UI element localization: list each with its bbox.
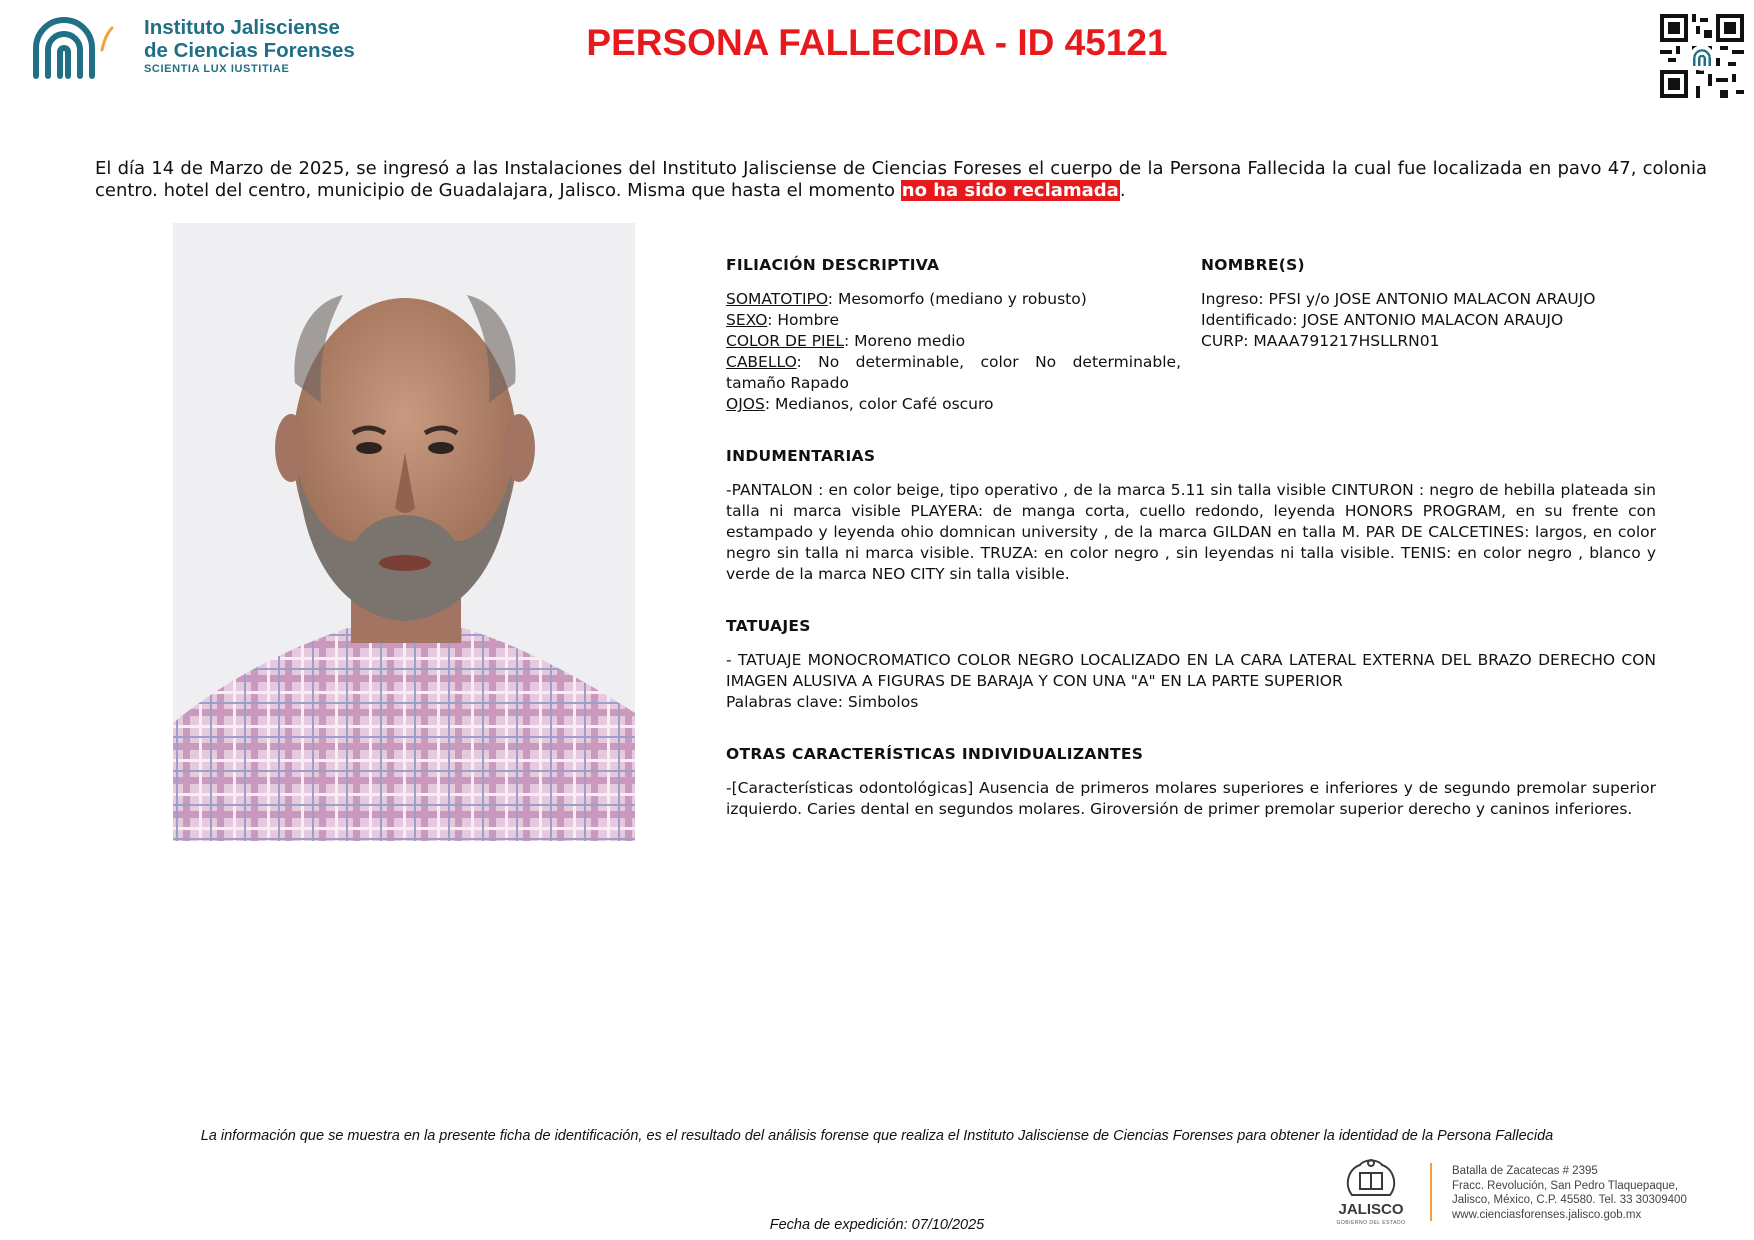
otras-section	[726, 744, 1656, 820]
address-line-3: Jalisco, México, C.P. 45580. Tel. 33 30309400	[1452, 1194, 1687, 1206]
address-line-2: Fracc. Revolución, San Pedro Tlaquepaque,	[1452, 1179, 1679, 1192]
indumentarias-section	[726, 446, 1656, 585]
jalisco-wordmark: JALISCO	[1338, 1201, 1404, 1218]
cabello-field	[726, 352, 1181, 394]
page-title: PERSONA FALLECIDA - ID 45121	[586, 22, 1168, 63]
tatuajes-text: - TATUAJE MONOCROMATICO COLOR NEGRO LOCALIZADO EN LA CARA LATERAL EXTERNA DEL BRAZO DERECHO CON IMAGEN ALUSIVA A FIGURAS DE BARAJA Y CON UNA "A" EN LA PARTE SUPERIOR	[726, 651, 1656, 690]
indumentarias-text: -PANTALON : en color beige, tipo operativo , de la marca 5.11 sin talla visible CINTURON : negro de hebilla plateada sin talla ni marca visible PLAYERA: de manga corta, cuello redondo, leyenda HONORS PROGRAM, en su frente con estampado y leyenda ohio domnican university , de la marca GILDAN en talla M. PAR DE CALCETINES: largos, en color negro sin talla ni marca visible. TRUZA: en color negro , sin leyendas ni talla visible. TENIS: en color negro , blanco y verde de la marca NEO CITY sin talla visible.	[726, 481, 1656, 583]
somatotipo-value: : Mesomorfo (mediano y robusto)	[827, 290, 1087, 308]
deceased-portrait-photo	[173, 223, 635, 841]
curp-value: CURP: MAAA791217HSLLRN01	[1201, 332, 1440, 350]
piel-label: COLOR DE PIEL	[726, 332, 845, 350]
somatotipo-label: SOMATOTIPO	[726, 290, 828, 308]
ojos-field	[726, 394, 1181, 415]
details-panel	[726, 255, 1656, 820]
address-line-1: Batalla de Zacatecas # 2395	[1452, 1165, 1598, 1177]
tatuajes-section	[726, 616, 1656, 713]
logo-motto: SCIENTIA LUX IUSTITIAE	[144, 63, 290, 75]
filiacion-section	[726, 255, 1181, 415]
jalisco-seal-icon	[1330, 1155, 1412, 1205]
nombres-title: NOMBRE(S)	[1201, 256, 1305, 274]
tatuajes-title: TATUAJES	[726, 617, 811, 635]
footer-note: La información que se muestra en la presente ficha de identificación, es el resultado del análisis forense que realiza el Instituto Jalisciense de Ciencias Forenses para obtener la identidad de la Persona Fallecida	[200, 1128, 1554, 1144]
gobierno-label: GOBIERNO DEL ESTADO	[1336, 1220, 1406, 1226]
institute-address	[1452, 1164, 1748, 1222]
ingreso-name: Ingreso: PFSI y/o JOSE ANTONIO MALACON ARAUJO	[1201, 290, 1596, 308]
logo-line-2: de Ciencias Forenses	[144, 39, 355, 62]
piel-field	[726, 331, 1181, 352]
qr-code-icon	[1660, 14, 1744, 98]
cabello-label: CABELLO	[726, 353, 797, 371]
indumentarias-title: INDUMENTARIAS	[726, 447, 876, 465]
identificado-name: Identificado: JOSE ANTONIO MALACON ARAUJO	[1201, 311, 1564, 329]
tatuajes-keywords: Palabras clave: Simbolos	[726, 693, 919, 711]
sexo-field	[726, 310, 1181, 331]
otras-text: -[Características odontológicas] Ausencia de primeros molares superiores e inferiores y de segundo premolar superior izquierdo. Caries dental en segundos molares. Giroversión de primer premolar superior derecho y caninos inferiores.	[726, 779, 1656, 818]
unclaimed-highlight: no ha sido reclamada	[901, 180, 1119, 201]
intro-text: El día 14 de Marzo de 2025, se ingresó a las Instalaciones del Instituto Jalisciense de Ciencias Foreses el cuerpo de la Persona Fallecida la cual fue localizada en pavo 47, colonia centro. hotel del centro, municipio de Guadalajara, Jalisco. Misma que hasta el momento	[95, 158, 1707, 201]
address-separator	[1430, 1163, 1432, 1221]
sexo-value: : Hombre	[767, 311, 839, 329]
intro-paragraph	[95, 158, 1707, 202]
intro-end: .	[1119, 180, 1126, 201]
otras-title: OTRAS CARACTERÍSTICAS INDIVIDUALIZANTES	[726, 745, 1144, 763]
nombres-section	[1201, 255, 1656, 415]
somatotipo-field	[726, 289, 1181, 310]
filiacion-title: FILIACIÓN DESCRIPTIVA	[726, 256, 940, 274]
ojos-value: : Medianos, color Café oscuro	[764, 395, 994, 413]
logo-line-1: Instituto Jalisciense	[144, 16, 340, 39]
website-link[interactable]: www.cienciasforenses.jalisco.gob.mx	[1452, 1208, 1642, 1221]
cabello-value: : No determinable, color No determinable, tamaño Rapado	[726, 353, 1181, 392]
piel-value: : Moreno medio	[844, 332, 966, 350]
ojos-label: OJOS	[726, 395, 765, 413]
issue-date: Fecha de expedición: 07/10/2025	[769, 1217, 985, 1233]
sexo-label: SEXO	[726, 311, 768, 329]
